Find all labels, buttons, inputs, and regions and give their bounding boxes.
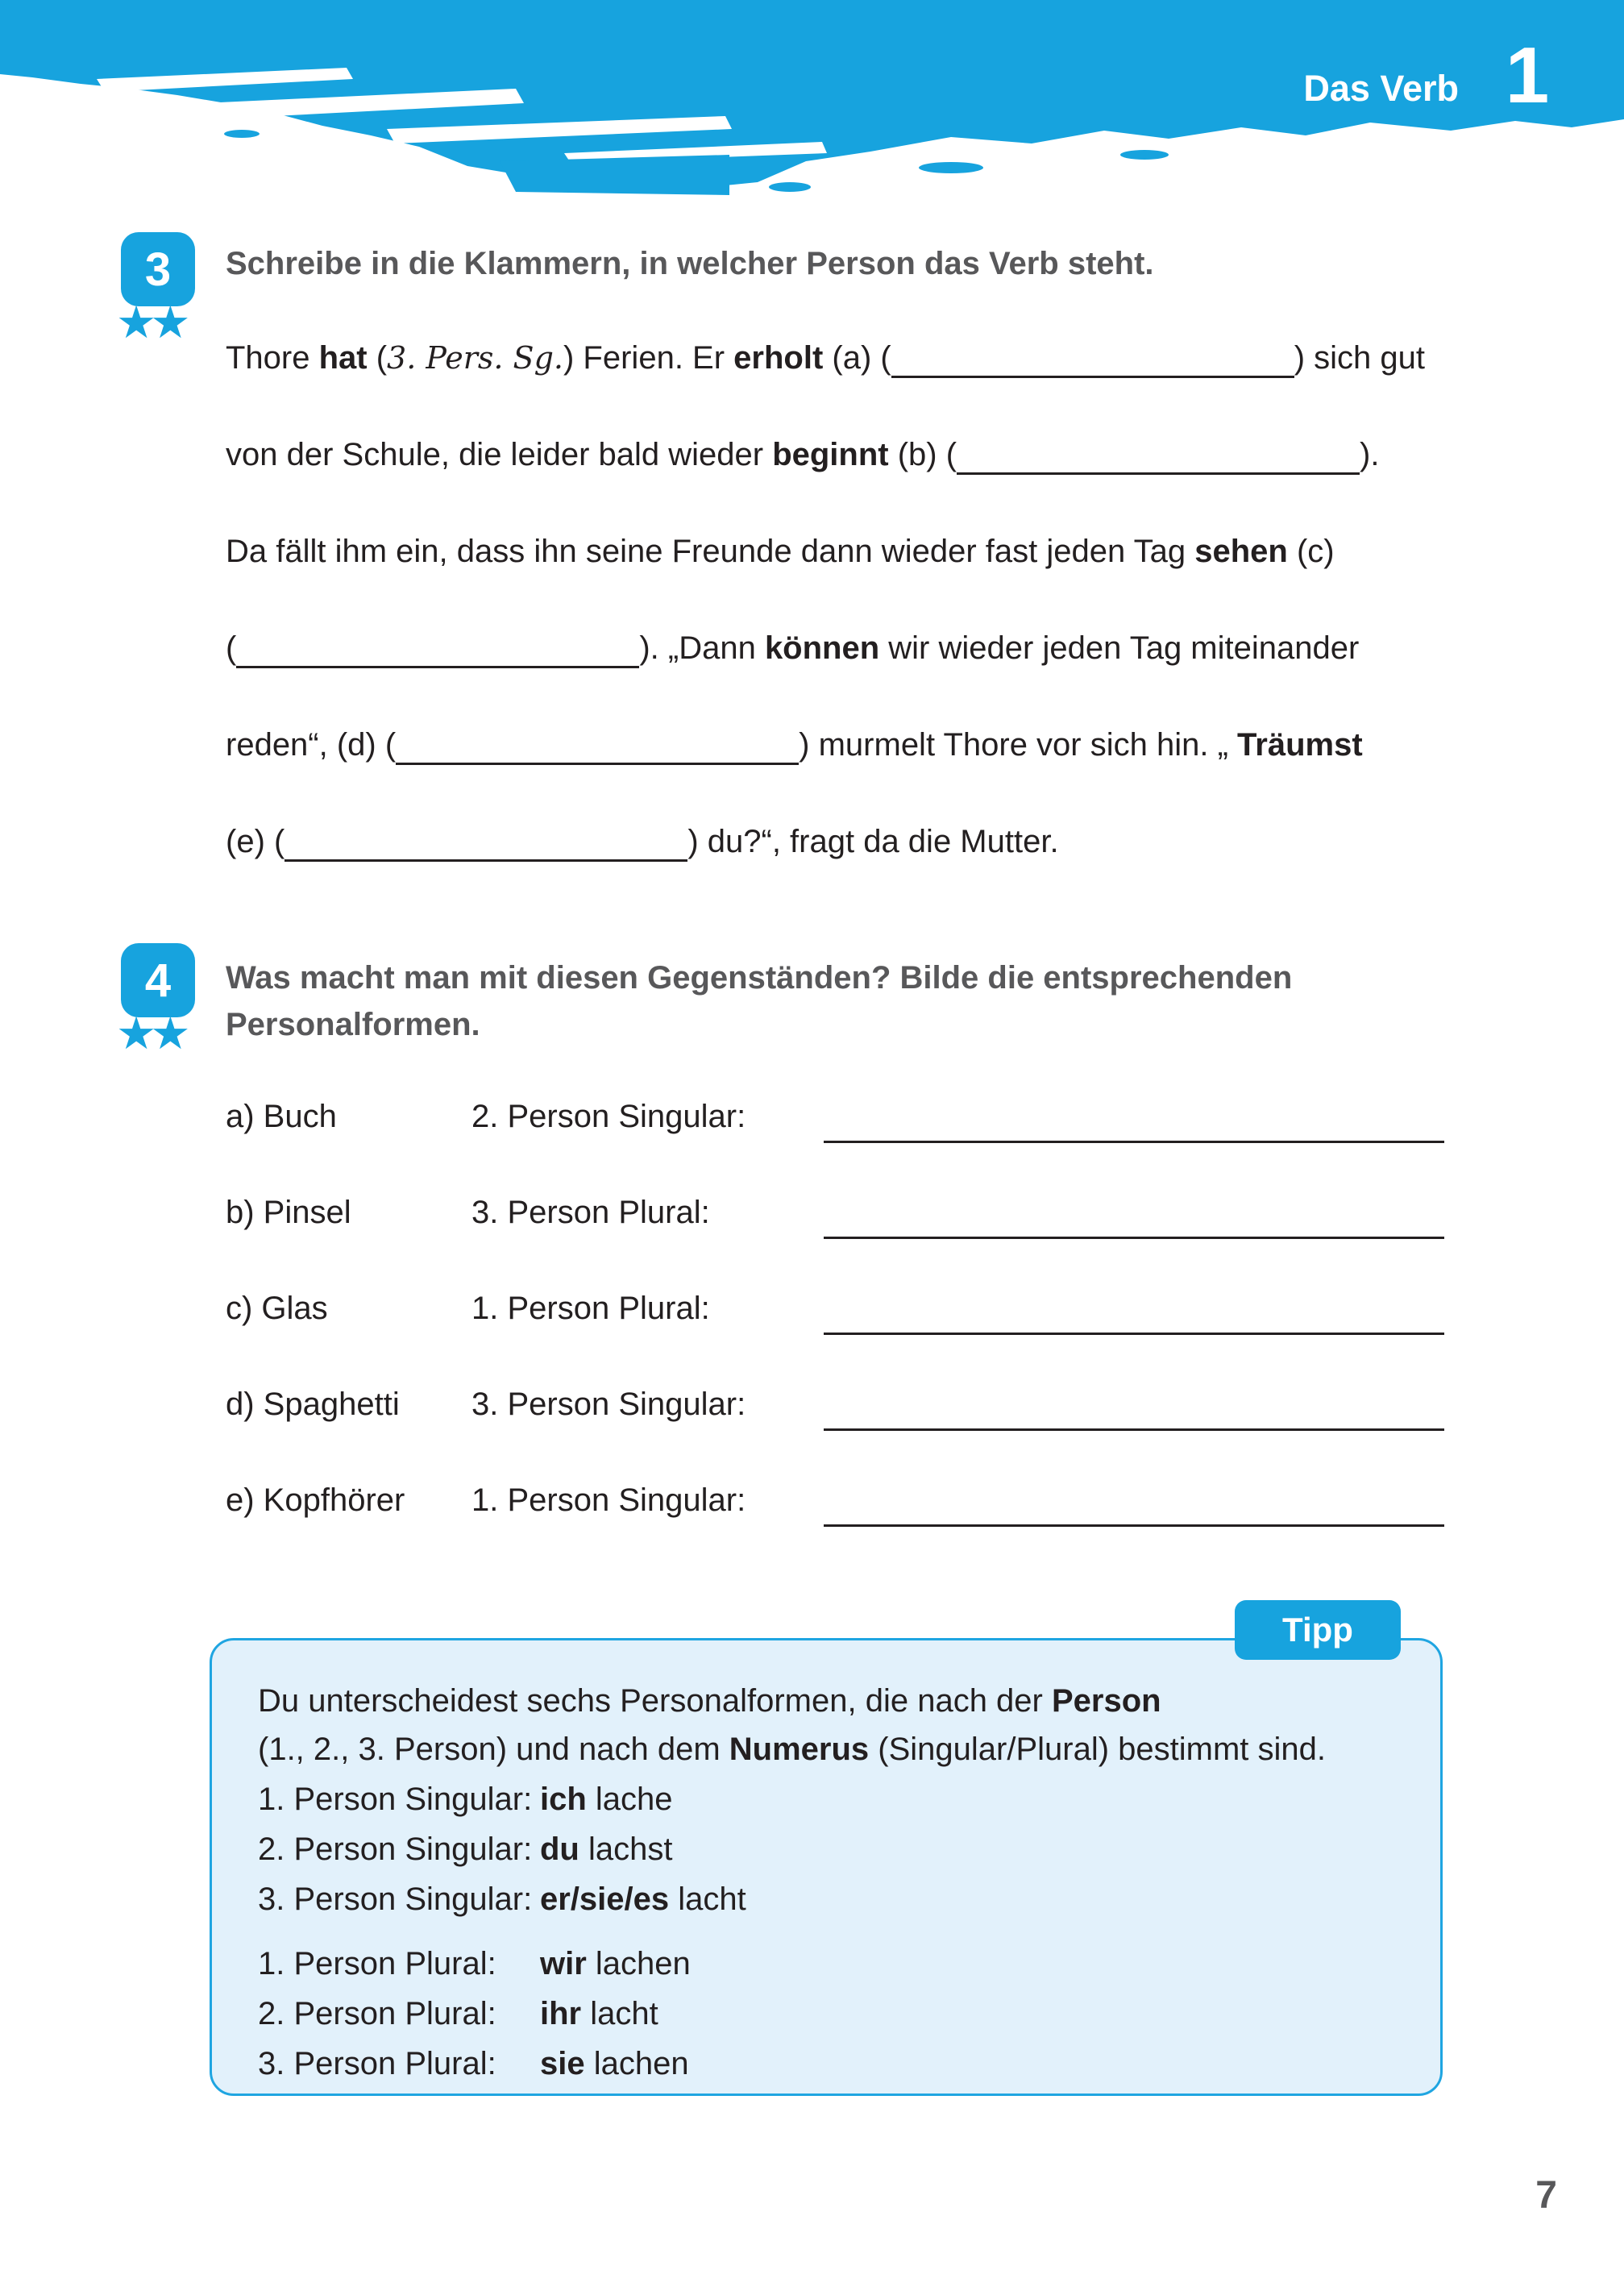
- tip-row: [258, 2044, 1386, 2094]
- text-segment: ) du?“, fragt da die Mutter.: [687, 824, 1059, 859]
- person-label: 1. Person Plural:: [471, 1291, 710, 1326]
- text-segment: (c): [1287, 534, 1335, 569]
- text-segment: Träumst: [1237, 727, 1363, 763]
- tip-row-label: 3. Person Singular:: [258, 1881, 533, 1917]
- text-segment: sehen: [1194, 534, 1288, 569]
- exercise4-number: 4: [144, 954, 172, 1007]
- tip-row-value: [540, 1944, 691, 1994]
- text-segment: (e) (: [226, 824, 285, 859]
- pronoun: ich: [540, 1782, 587, 1817]
- tip-tab-label: Tipp: [1282, 1611, 1353, 1649]
- text-segment: wir wieder jeden Tag miteinander: [879, 630, 1360, 666]
- tip-row: [258, 1830, 1386, 1880]
- text-segment: hat: [318, 340, 368, 376]
- exercise4-row: [226, 1385, 1451, 1481]
- answer-line[interactable]: [824, 1385, 1444, 1431]
- tip-intro-line: [258, 1682, 1402, 1730]
- text-segment: (a) (: [823, 340, 891, 376]
- text-segment: (b) (: [888, 437, 957, 472]
- exercise3-number: 3: [144, 243, 172, 296]
- text-segment: ) sich gut: [1294, 340, 1426, 376]
- exercise3-line: [226, 532, 1596, 629]
- tip-row-label: 1. Person Singular:: [258, 1782, 533, 1817]
- person-label: 2. Person Singular:: [471, 1099, 746, 1134]
- verb-form: lache: [586, 1782, 673, 1817]
- text-segment: beginnt: [772, 437, 889, 472]
- text-segment: Da fällt ihm ein, dass ihn seine Freunde dann wieder fast jeden Tag: [226, 534, 1195, 569]
- exercise4-difficulty-stars: ★★: [116, 1008, 185, 1058]
- text-segment: (1., 2., 3. Person) und nach dem: [258, 1732, 729, 1767]
- answer-line[interactable]: [824, 1193, 1444, 1239]
- item-label: e) Kopfhörer: [226, 1482, 405, 1518]
- tip-row-label: 2. Person Plural:: [258, 1996, 496, 2031]
- tip-row-value: [540, 1780, 673, 1830]
- fill-in-blank[interactable]: [891, 345, 1294, 378]
- answer-line[interactable]: [824, 1289, 1444, 1335]
- tip-row: [258, 1880, 1386, 1930]
- exercise4-row: [226, 1289, 1451, 1385]
- exercise4-row: [226, 1481, 1451, 1577]
- exercise4-instruction-line1: Was macht man mit diesen Gegenständen? Bilde die entsprechenden: [226, 960, 1293, 996]
- text-segment: (: [226, 630, 237, 666]
- exercise3-line: [226, 726, 1596, 822]
- text-segment: von der Schule, die leider bald wieder: [226, 437, 773, 472]
- exercise3-line: [226, 339, 1596, 435]
- text-segment: (: [367, 340, 388, 376]
- fill-in-blank[interactable]: [957, 442, 1360, 475]
- exercise3-difficulty-stars: ★★: [116, 297, 185, 347]
- tip-rows-singular: [258, 1780, 1386, 1930]
- verb-form: lachen: [586, 1946, 691, 1981]
- exercise4-instruction-line2: Personalformen.: [226, 1007, 480, 1042]
- verb-form: lacht: [581, 1996, 658, 2031]
- text-segment: ). „Dann: [639, 630, 765, 666]
- text-segment: Thore: [226, 340, 319, 376]
- tip-row: [258, 1780, 1386, 1830]
- text-segment: 3. Pers. Sg.: [387, 340, 563, 376]
- page-number: 7: [1535, 2174, 1557, 2217]
- exercise4-row: [226, 1193, 1451, 1289]
- tip-row-value: [540, 1994, 658, 2044]
- tip-row-label: 3. Person Plural:: [258, 2046, 496, 2081]
- text-segment: ).: [1360, 437, 1380, 472]
- exercise4-row: [226, 1097, 1451, 1193]
- tip-row: [258, 1994, 1386, 2044]
- exercise3-line: [226, 822, 1596, 919]
- verb-form: lachst: [579, 1832, 673, 1867]
- exercise3-line: [226, 435, 1596, 532]
- text-segment: (Singular/Plural) bestimmt sind.: [869, 1732, 1327, 1767]
- pronoun: wir: [540, 1946, 587, 1981]
- tip-row-label: 1. Person Plural:: [258, 1946, 496, 1981]
- text-segment: können: [764, 630, 880, 666]
- exercise4-number-badge: [121, 943, 195, 1017]
- pronoun: sie: [540, 2046, 585, 2081]
- tip-rows-plural: [258, 1944, 1386, 2094]
- verb-form: lachen: [584, 2046, 689, 2081]
- text-segment: Du unterscheidest sechs Personalformen, die nach der: [258, 1683, 1052, 1719]
- text-segment: Person: [1051, 1683, 1161, 1719]
- exercise3-line: [226, 629, 1596, 726]
- tip-row-value: [540, 2044, 689, 2094]
- item-label: d) Spaghetti: [226, 1387, 400, 1422]
- exercise3-number-badge: [121, 232, 195, 306]
- pronoun: du: [540, 1832, 579, 1867]
- fill-in-blank[interactable]: [396, 732, 799, 765]
- exercise3-text: [226, 339, 1596, 919]
- person-label: 3. Person Singular:: [471, 1387, 746, 1422]
- text-segment: ) Ferien. Er: [563, 340, 734, 376]
- pronoun: er/sie/es: [540, 1881, 670, 1917]
- person-label: 3. Person Plural:: [471, 1195, 710, 1230]
- item-label: c) Glas: [226, 1291, 328, 1326]
- chapter-title: Das Verb: [1303, 68, 1459, 109]
- item-label: a) Buch: [226, 1099, 337, 1134]
- text-segment: ) murmelt Thore vor sich hin. „: [799, 727, 1238, 763]
- tip-row-label: 2. Person Singular:: [258, 1832, 533, 1867]
- exercise4-instruction: [226, 954, 1292, 1048]
- tip-row-value: [540, 1830, 672, 1880]
- fill-in-blank[interactable]: [285, 829, 687, 862]
- tip-row-value: [540, 1880, 746, 1930]
- fill-in-blank[interactable]: [236, 635, 639, 668]
- person-label: 1. Person Singular:: [471, 1482, 746, 1518]
- tip-row: [258, 1944, 1386, 1994]
- exercise3-instruction: Schreibe in die Klammern, in welcher Person das Verb steht.: [226, 246, 1154, 281]
- tip-intro: [258, 1682, 1402, 1778]
- verb-form: lacht: [669, 1881, 746, 1917]
- answer-line[interactable]: [824, 1481, 1444, 1527]
- chapter-number: 1: [1505, 31, 1550, 119]
- answer-line[interactable]: [824, 1097, 1444, 1143]
- item-label: b) Pinsel: [226, 1195, 351, 1230]
- exercise4-rows: [226, 1097, 1451, 1577]
- text-segment: reden“, (d) (: [226, 727, 397, 763]
- text-segment: erholt: [733, 340, 824, 376]
- tip-intro-line: [258, 1730, 1402, 1778]
- pronoun: ihr: [540, 1996, 582, 2031]
- text-segment: Numerus: [729, 1732, 870, 1767]
- tip-tab: [1235, 1600, 1401, 1660]
